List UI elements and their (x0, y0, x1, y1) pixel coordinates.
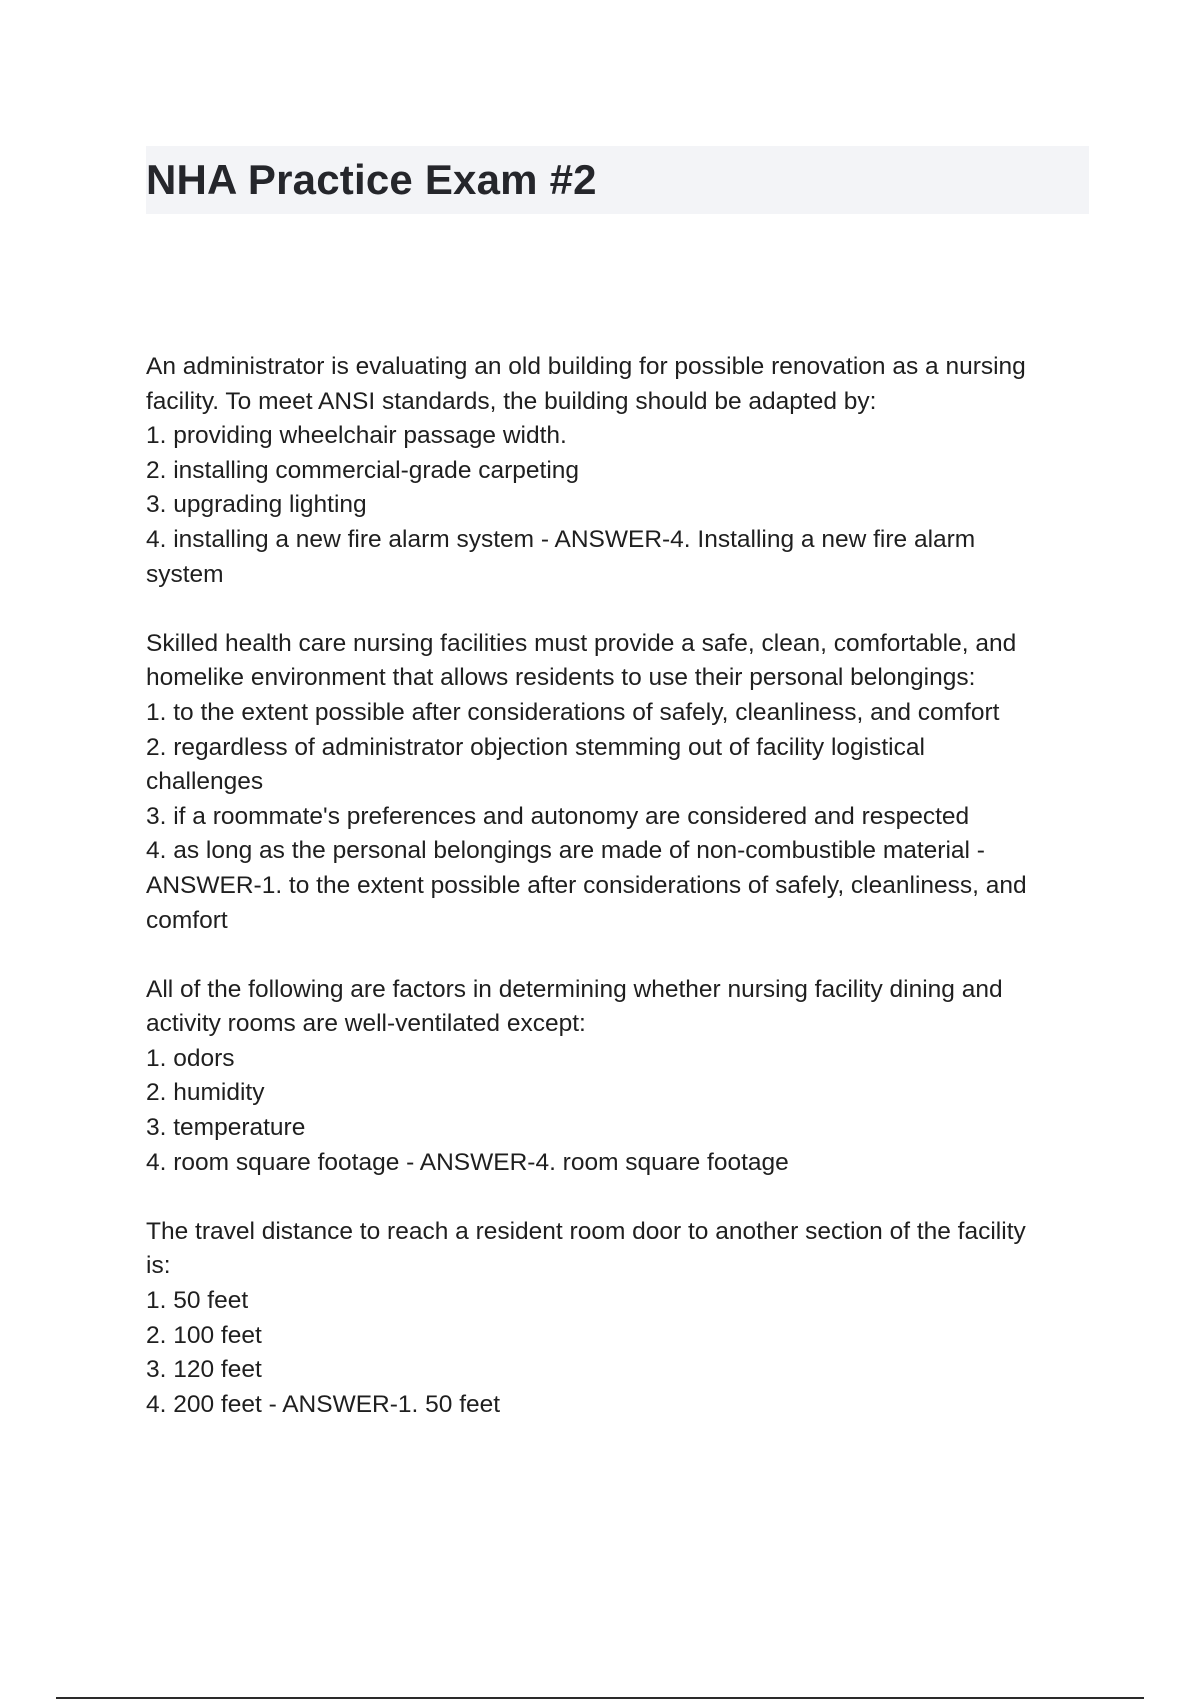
answer-option: 2. humidity (146, 1079, 265, 1107)
answer-option: system (146, 560, 224, 588)
answer-option: 1. providing wheelchair passage width. (146, 422, 567, 450)
page-title: NHA Practice Exam #2 (146, 156, 597, 203)
footer-divider (56, 1697, 1144, 1699)
question-block-1 (146, 350, 1096, 592)
answer-option: 3. upgrading lighting (146, 491, 367, 519)
question-block-4 (146, 1215, 1096, 1423)
question-text-line: An administrator is evaluating an old building for possible renovation as a nursing (146, 353, 1026, 380)
answer-option: 2. 100 feet (146, 1321, 262, 1349)
answer-option: 1. odors (146, 1044, 235, 1072)
answer-option: 3. temperature (146, 1114, 306, 1142)
answer-option: 2. installing commercial-grade carpeting (146, 456, 580, 484)
answer-option: 4. room square footage - ANSWER-4. room square footage (146, 1148, 789, 1176)
question-text-line: facility. To meet ANSI standards, the building should be adapted by: (146, 387, 877, 415)
answer-option: 1. to the extent possible after considerations of safely, cleanliness, and comfort (146, 698, 1000, 726)
answer-option: 4. installing a new fire alarm system - ANSWER-4. Installing a new fire alarm (146, 525, 976, 553)
question-text-line: The travel distance to reach a resident room door to another section of the facility (146, 1217, 1026, 1245)
question-text-line: homelike environment that allows residents to use their personal belongings: (146, 664, 976, 692)
answer-option: challenges (146, 768, 264, 796)
question-block-3 (146, 973, 1096, 1181)
answer-option: 4. as long as the personal belongings are made of non-combustible material - (146, 837, 985, 865)
question-text-line: All of the following are factors in determining whether nursing facility dining and (146, 975, 1003, 1003)
answer-option: 1. 50 feet (146, 1287, 249, 1315)
answer-option: 3. 120 feet (146, 1356, 262, 1384)
answer-option: comfort (146, 906, 228, 934)
question-text-line: Skilled health care nursing facilities must provide a safe, clean, comfortable, and (146, 629, 1017, 657)
title-banner (146, 146, 1089, 214)
answer-option: 2. regardless of administrator objection stemming out of facility logistical (146, 733, 925, 761)
answer-option: 3. if a roommate's preferences and autonomy are considered and respected (146, 802, 970, 830)
question-text-line: activity rooms are well-ventilated except: (146, 1010, 586, 1038)
answer-option: ANSWER-1. to the extent possible after considerations of safely, cleanliness, and (146, 871, 1027, 899)
questions-content (146, 350, 1096, 1457)
answer-option: 4. 200 feet - ANSWER-1. 50 feet (146, 1390, 501, 1418)
question-block-2 (146, 627, 1096, 938)
question-text-line: is: (146, 1252, 171, 1280)
